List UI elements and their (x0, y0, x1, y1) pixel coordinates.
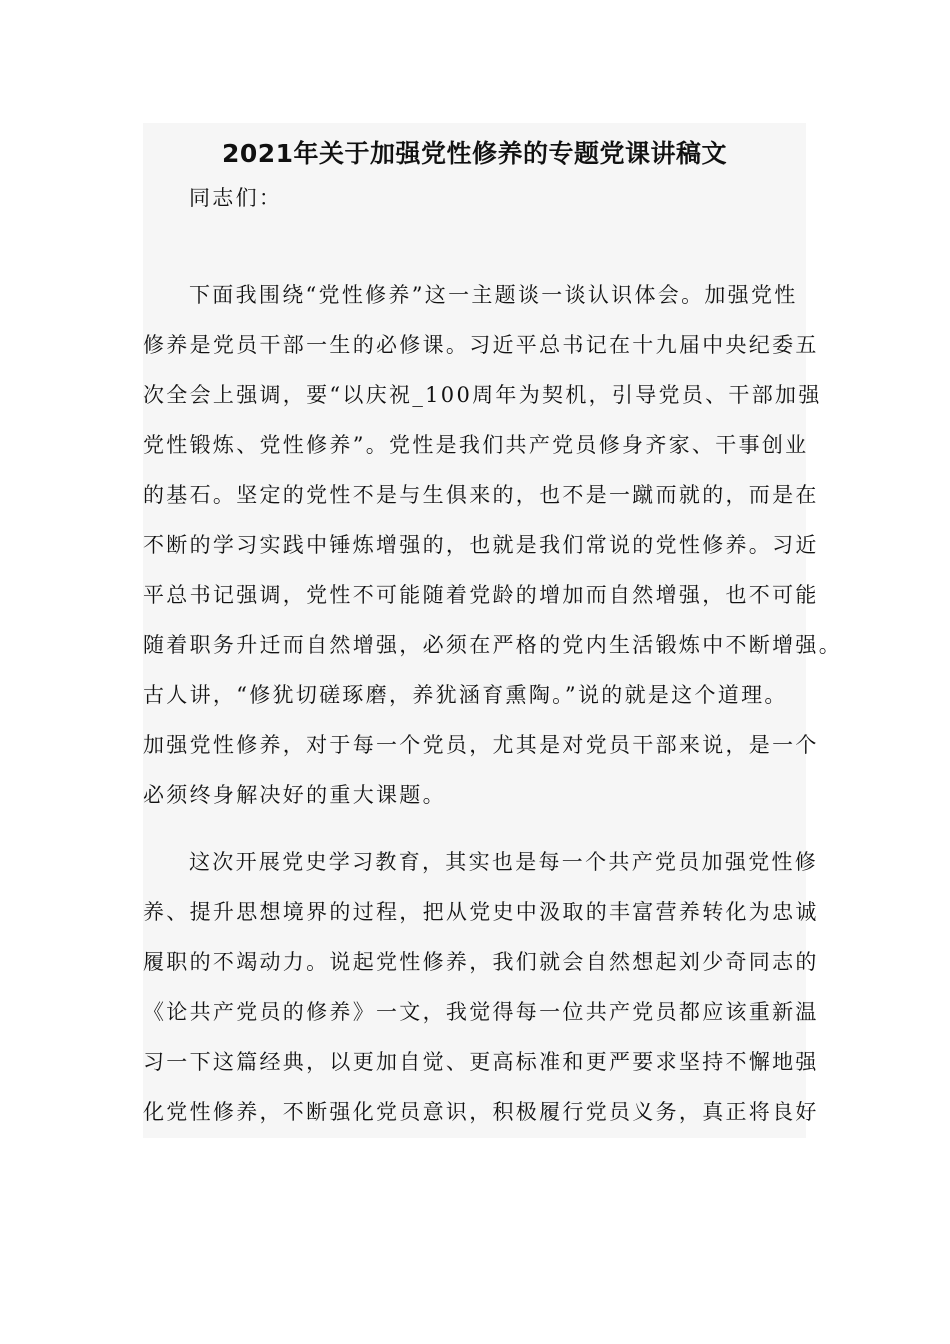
text-line: 下面我围绕“党性修养”这一主题谈一谈认识体会。加强党性 (189, 283, 798, 307)
text-line: 平总书记强调，党性不可能随着党龄的增加而自然增强，也不可能 (143, 583, 819, 607)
text-line: 同志们： (189, 186, 283, 210)
text-line: 化党性修养，不断强化党员意识，积极履行党员义务，真正将良好 (143, 1100, 819, 1124)
text-line: 必须终身解决好的重大课题。 (143, 783, 446, 807)
text-line: 古人讲，“修犹切磋琢磨，养犹涵育熏陶。”说的就是这个道理。 (143, 683, 788, 707)
paragraph-body-1 (143, 270, 842, 820)
text-line: 修养是党员干部一生的必修课。习近平总书记在十九届中央纪委五 (143, 333, 819, 357)
text-line: 的基石。坚定的党性不是与生俱来的，也不是一蹴而就的，而是在 (143, 483, 819, 507)
text-line: 习一下这篇经典，以更加自觉、更高标准和更严要求坚持不懈地强 (143, 1050, 819, 1074)
text-line: 随着职务升迁而自然增强，必须在严格的党内生活锻炼中不断增强。 (143, 633, 842, 657)
text-line: 加强党性修养，对于每一个党员，尤其是对党员干部来说，是一个 (143, 733, 819, 757)
text-line: 次全会上强调，要“以庆祝_100周年为契机，引导党员、干部加强 (143, 383, 822, 407)
text-line: 这次开展党史学习教育，其实也是每一个共产党员加强党性修 (189, 850, 819, 874)
paragraph-body-2 (143, 837, 823, 1137)
text-line: 履职的不竭动力。说起党性修养，我们就会自然想起刘少奇同志的 (143, 950, 819, 974)
text-line: 不断的学习实践中锤炼增强的，也就是我们常说的党性修养。习近 (143, 533, 819, 557)
document-title: 2021年关于加强党性修养的专题党课讲稿文 (221, 139, 728, 168)
text-line: 党性锻炼、党性修养”。党性是我们共产党员修身齐家、干事创业 (143, 433, 809, 457)
text-line: 养、提升思想境界的过程，把从党史中汲取的丰富营养转化为忠诚 (143, 900, 819, 924)
paragraph-greeting (143, 173, 823, 223)
text-line: 《论共产党员的修养》一文，我觉得每一位共产党员都应该重新温 (143, 1000, 819, 1024)
